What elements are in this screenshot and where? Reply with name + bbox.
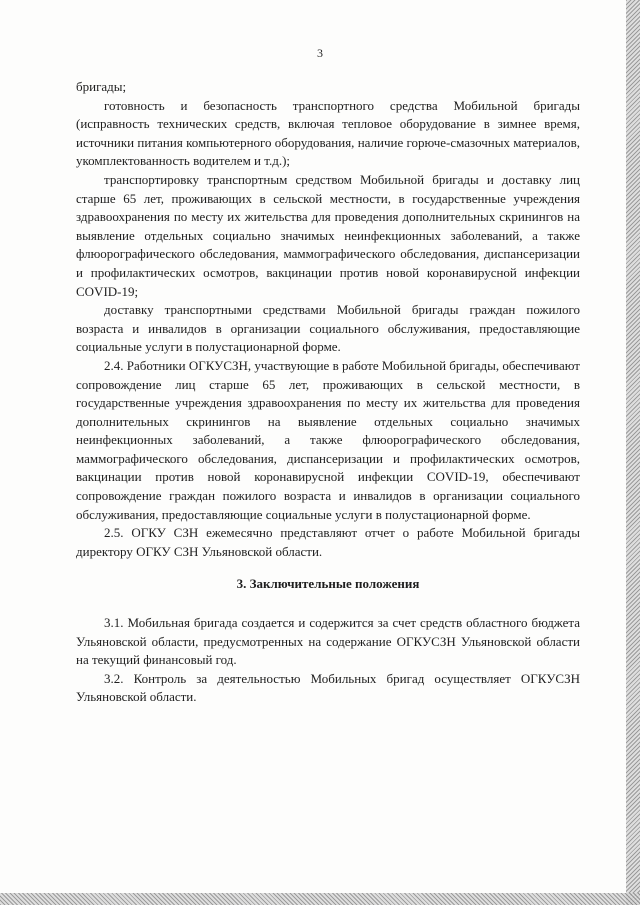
scan-edge-bottom [0, 893, 640, 905]
paragraph-vehicle-readiness: готовность и безопасность транспортного средства Мобильной бригады (исправность технических средств, включая тепловое оборудование в зимнее время, источники питания компьютерного оборудования, наличие горюче-смазочных материалов, укомплектованность водителем и т.д.); [76, 97, 580, 169]
paragraph-3-1: 3.1. Мобильная бригада создается и содержится за счет средств областного бюджета Ульяновской области, предусмотренных на содержание ОГКУСЗН Ульяновской области на текущий финансовый год. [76, 615, 580, 668]
paragraph-continuation: бригады; [76, 79, 127, 94]
paragraph-2-4: 2.4. Работники ОГКУСЗН, участвующие в работе Мобильной бригады, обеспечивают сопровождение лиц старше 65 лет, проживающих в сельской местности, в государственные учреждения здравоохранения по месту их жительства для проведения дополнительных скринингов на выявление отдельных социально значимых неинфекционных заболеваний, а также флюорографического обследования, маммографического обследования, диспансеризации и профилактических осмотров, вакцинации против новой коронавирусной инфекции COVID-19, обеспечивают сопровождение граждан пожилого возраста и инвалидов в организации социального обслуживания, предоставляющие социальные услуги в полустационарной форме. [76, 357, 580, 522]
paragraph-3-2: 3.2. Контроль за деятельностью Мобильных бригад осуществляет ОГКУСЗН Ульяновской области. [76, 670, 580, 705]
paragraph-transportation: транспортировку транспортным средством Мобильной бригады и доставку лиц старше 65 лет, проживающих в сельской местности, в государственные учреждения здравоохранения по месту их жительства для проведения дополнительных скринингов на выявление отдельных социально значимых неинфекционных заболеваний, а также флюорографического обследования, маммографического обследования, диспансеризации и профилактических осмотров, вакцинации против новой коронавирусной инфекции COVID-19; [76, 171, 580, 299]
section-heading: 3. Заключительные положения [236, 576, 420, 592]
paragraph-2-5: 2.5. ОГКУ СЗН ежемесячно представляют отчет о работе Мобильной бригады директору ОГКУ СЗН Ульяновской области. [76, 525, 580, 559]
document-body [76, 78, 580, 707]
page-number: 3 [317, 46, 323, 60]
paragraph-delivery: доставку транспортными средствами Мобильной бригады граждан пожилого возраста и инвалидов в организации социального обслуживания, предоставляющие социальные услуги в полустационарной форме. [76, 302, 580, 355]
scan-edge-right [626, 0, 640, 905]
